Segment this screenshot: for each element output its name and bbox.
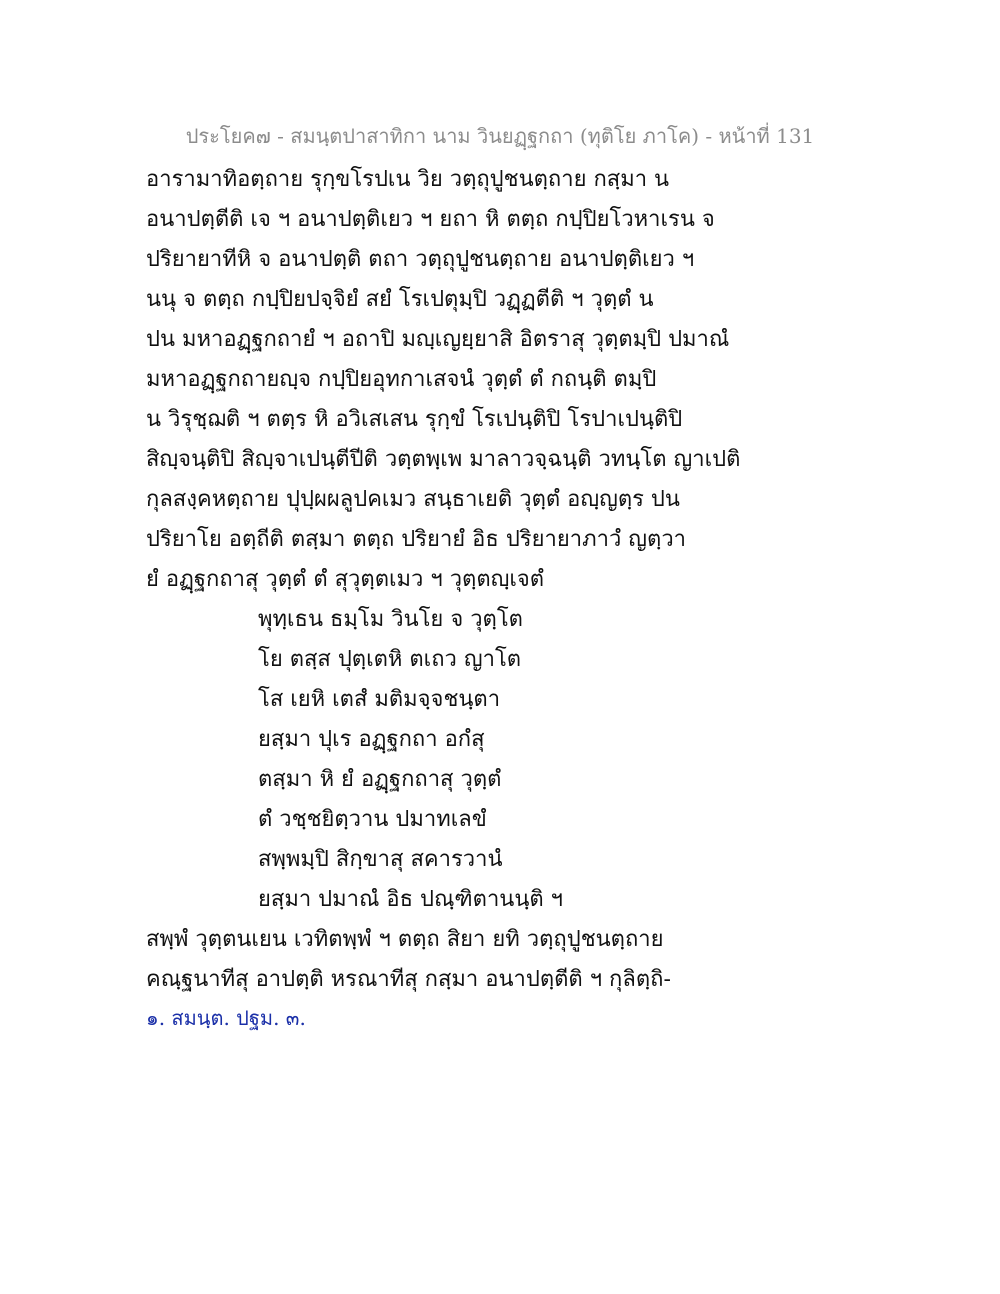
verse-line: โย ตสฺส ปุตฺเตหิ ตเถว ญาโต	[258, 647, 522, 672]
text-line: อารามาทิอตฺถาย รุกฺขโรปเน วิย วตฺถุปูชนตฺถาย กสฺมา น	[146, 167, 670, 192]
page-header: ประโยค๗ - สมนฺตปาสาทิกา นาม วินยฏฺฐกถา (ทุติโย ภาโค) - หน้าที่ 131	[185, 124, 815, 148]
text-line: สิญฺจนฺติปิ สิญฺจาเปนฺตีปีติ วตฺตพฺเพ มาลาวจฺฉนฺติ วทนฺโต ญาเปติ	[146, 447, 741, 472]
text-line: คณฺฐนาทีสุ อาปตฺติ หรณาทีสุ กสฺมา อนาปตฺตีติ ฯ กุลิตฺถิ-	[146, 967, 671, 992]
text-line: ปริยาโย อตฺถีติ ตสฺมา ตตฺถ ปริยายํ อิธ ปริยายาภาวํ ญตฺวา	[146, 527, 687, 552]
verse-line: พุทฺเธน ธมฺโม วินโย จ วุตฺโต	[258, 607, 523, 632]
text-line: ปน มหาอฏฺฐกถายํ ฯ อถาปิ มญฺเญยฺยาสิ อิตราสุ วุตฺตมฺปิ ปมาณํ	[146, 327, 730, 352]
text-line: กุลสงฺคหตฺถาย ปุปฺผผลูปคเมว สนฺธาเยติ วุตฺตํ อญฺญตฺร ปน	[146, 487, 680, 512]
text-line: อนาปตฺตีติ เจ ฯ อนาปตฺติเยว ฯ ยถา หิ ตตฺถ กปฺปิยโวหาเรน จ	[146, 207, 715, 232]
text-line: สพฺพํ วุตฺตนเยน เวทิตพฺพํ ฯ ตตฺถ สิยา ยทิ วตฺถุปูชนตฺถาย	[146, 927, 664, 952]
verse-line: ตสฺมา หิ ยํ อฏฺฐกถาสุ วุตฺตํ	[258, 767, 502, 792]
text-line: ยํ อฏฺฐกถาสุ วุตฺตํ ตํ สุวุตฺตเมว ฯ วุตฺตญฺเจตํ	[146, 567, 545, 592]
body-text	[146, 160, 866, 1036]
verse-line: โส เยหิ เตสํ มติมจฺจชนฺตา	[258, 687, 501, 712]
verse-line: ยสฺมา ปุเร อฏฺฐกถา อกํสุ	[258, 727, 485, 752]
text-line: นนุ จ ตตฺถ กปฺปิยปจฺจิยํ สยํ โรเปตุมฺปิ วฏฺฏตีติ ฯ วุตฺตํ น	[146, 287, 654, 312]
text-line: น วิรุชฺฌติ ฯ ตตฺร หิ อวิเสเสน รุกฺขํ โรเปนฺติปิ โรปาเปนฺติปิ	[146, 407, 683, 432]
text-line: มหาอฏฺฐกถายญฺจ กปฺปิยอุทกาเสจนํ วุตฺตํ ตํ กถนฺติ ตมฺปิ	[146, 367, 657, 392]
footnote: ๑. สมนฺต. ปฐม. ๓.	[146, 1006, 306, 1030]
verse-line: ตํ วชฺชยิตฺวาน ปมาทเลขํ	[258, 807, 487, 832]
verse-line: ยสฺมา ปมาณํ อิธ ปณฺฑิตานนฺติ ฯ	[258, 887, 564, 912]
text-line: ปริยายาทีหิ จ อนาปตฺติ ตถา วตฺถุปูชนตฺถาย อนาปตฺติเยว ฯ	[146, 247, 695, 272]
verse-line: สพฺพมฺปิ สิกฺขาสุ สคารวานํ	[258, 847, 503, 872]
